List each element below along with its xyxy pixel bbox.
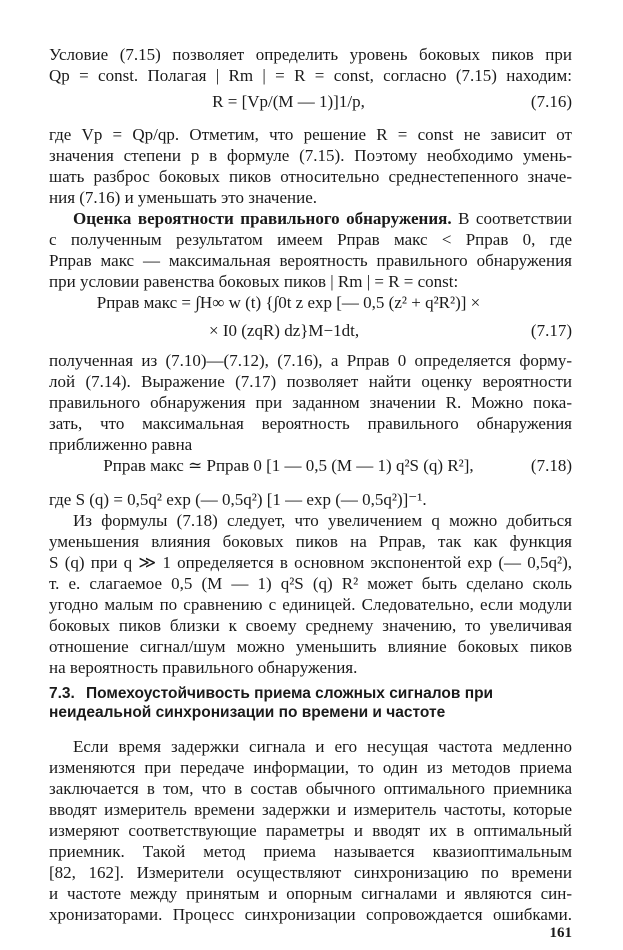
para4-line4: зать, что максимальная вероятность правильного обнаружения (49, 414, 572, 433)
section-heading-line1 (49, 684, 572, 704)
para7-line5: измеряют соответствующие параметры и вводят их в оптимальный (49, 821, 572, 840)
para7-line7: [82, 162]. Измерители осуществляют синхронизацию по времени (49, 863, 572, 882)
para6-line8: на вероятность правильного обнаружения. (49, 658, 358, 677)
para1-line1: Условие (7.15) позволяет определить уровень боковых пиков при (49, 45, 572, 64)
para7-line9: хронизаторами. Процесс синхронизации сопровождается ошибками. (49, 905, 572, 924)
para7-line2: изменяются при передаче информации, то один из методов приема (49, 758, 572, 777)
para4-line2: лой (7.14). Выражение (7.17) позволяет найти оценку вероятности (49, 372, 572, 391)
para4-line5: приближенно равна (49, 435, 193, 454)
para1-line2: Qp = const. Полагая | Rm | = R = const, согласно (7.15) находим: (49, 66, 572, 85)
equation-7-16-body: R = [Vp/(M — 1)]1/p, (212, 92, 365, 111)
para6-line4: т. е. слагаемое 0,5 (M — 1) q²S (q) R² может быть сделано сколь (49, 574, 572, 593)
equation-7-17-number: (7.17) (530, 321, 572, 340)
equation-7-17-line1-body: Pправ макс = ∫H∞ w (t) {∫0t z exp [— 0,5 (z² + q²R²)] × (96, 293, 481, 312)
para2-line4: ния (7.16) и уменьшать это значение. (49, 188, 318, 207)
para2-line2: значения степени p в формуле (7.15). Поэтому необходимо умень- (49, 146, 572, 165)
para3-line3: Pправ макс — максимальная вероятность правильного обнаружения (49, 251, 572, 270)
para6-line2: уменьшения влияния боковых пиков на Pправ, так как функция (49, 532, 572, 551)
equation-7-18-number: (7.18) (530, 456, 572, 475)
para5-line1: где S (q) = 0,5q² exp (— 0,5q²) [1 — exp (— 0,5q²)]⁻¹. (49, 490, 427, 509)
para6-line6: боковых пиков близки к своему среднему значению, то увеличивая (49, 616, 572, 635)
equation-7-18-body: Pправ макс ≃ Pправ 0 [1 — 0,5 (M — 1) q²S (q) R²], (103, 456, 474, 475)
para2-line3: шать разброс боковых пиков относительно среднестепенного значе- (49, 167, 572, 186)
para6-line5: угодно малым по сравнению с единицей. Следовательно, если модули (49, 595, 572, 614)
section-number: 7.3. (49, 685, 75, 702)
page-number: 161 (549, 925, 572, 941)
para3-line1 (49, 208, 572, 229)
para7-line6: приемник. Такой метод приема называется квазиоптимальным (49, 842, 572, 861)
para3-lead-rest: В соответствии (451, 209, 572, 228)
para4-line1: полученная из (7.10)—(7.12), (7.16), а Pправ 0 определяется форму- (49, 351, 572, 370)
para3-line4: при условии равенства боковых пиков | Rm | = R = const: (49, 272, 459, 291)
section-title-line1: Помехоустойчивость приема сложных сигналов при (86, 685, 494, 702)
para6-line7: отношение сигнал/шум можно уменьшить влияние боковых пиков (49, 637, 572, 656)
para6-line3: S (q) при q ≫ 1 определяется в основном экспонентой exp (— 0,5q²), (49, 553, 572, 572)
para7-line8: и частоте между принятым и опорным сигналами и являются син- (49, 884, 572, 903)
para3-line2: с полученным результатом имеем Pправ макс < Pправ 0, где (49, 230, 572, 249)
section-title-line2: неидеальной синхронизации по времени и частоте (49, 704, 446, 721)
para3-lead: Оценка вероятности правильного обнаружения. (73, 209, 452, 228)
equation-7-17-line2-body: × I0 (zqR) dz}M−1dt, (209, 321, 360, 340)
para7-line4: вводят измеритель времени задержки и измеритель частоты, которые (49, 800, 572, 819)
para7-line1: Если время задержки сигнала и его несущая частота медленно (73, 737, 572, 756)
para2-line1: где Vp = Qp/qp. Отметим, что решение R = const не зависит от (49, 125, 572, 144)
para7-line3: заключается в том, что в состав обычного оптимального приемника (49, 779, 572, 798)
section-heading-line2 (49, 703, 572, 723)
para4-line3: правильного обнаружения при заданном значении R. Можно пока- (49, 393, 572, 412)
para6-line1: Из формулы (7.18) следует, что увеличением q можно добиться (73, 511, 572, 530)
equation-7-16-number: (7.16) (530, 92, 572, 111)
